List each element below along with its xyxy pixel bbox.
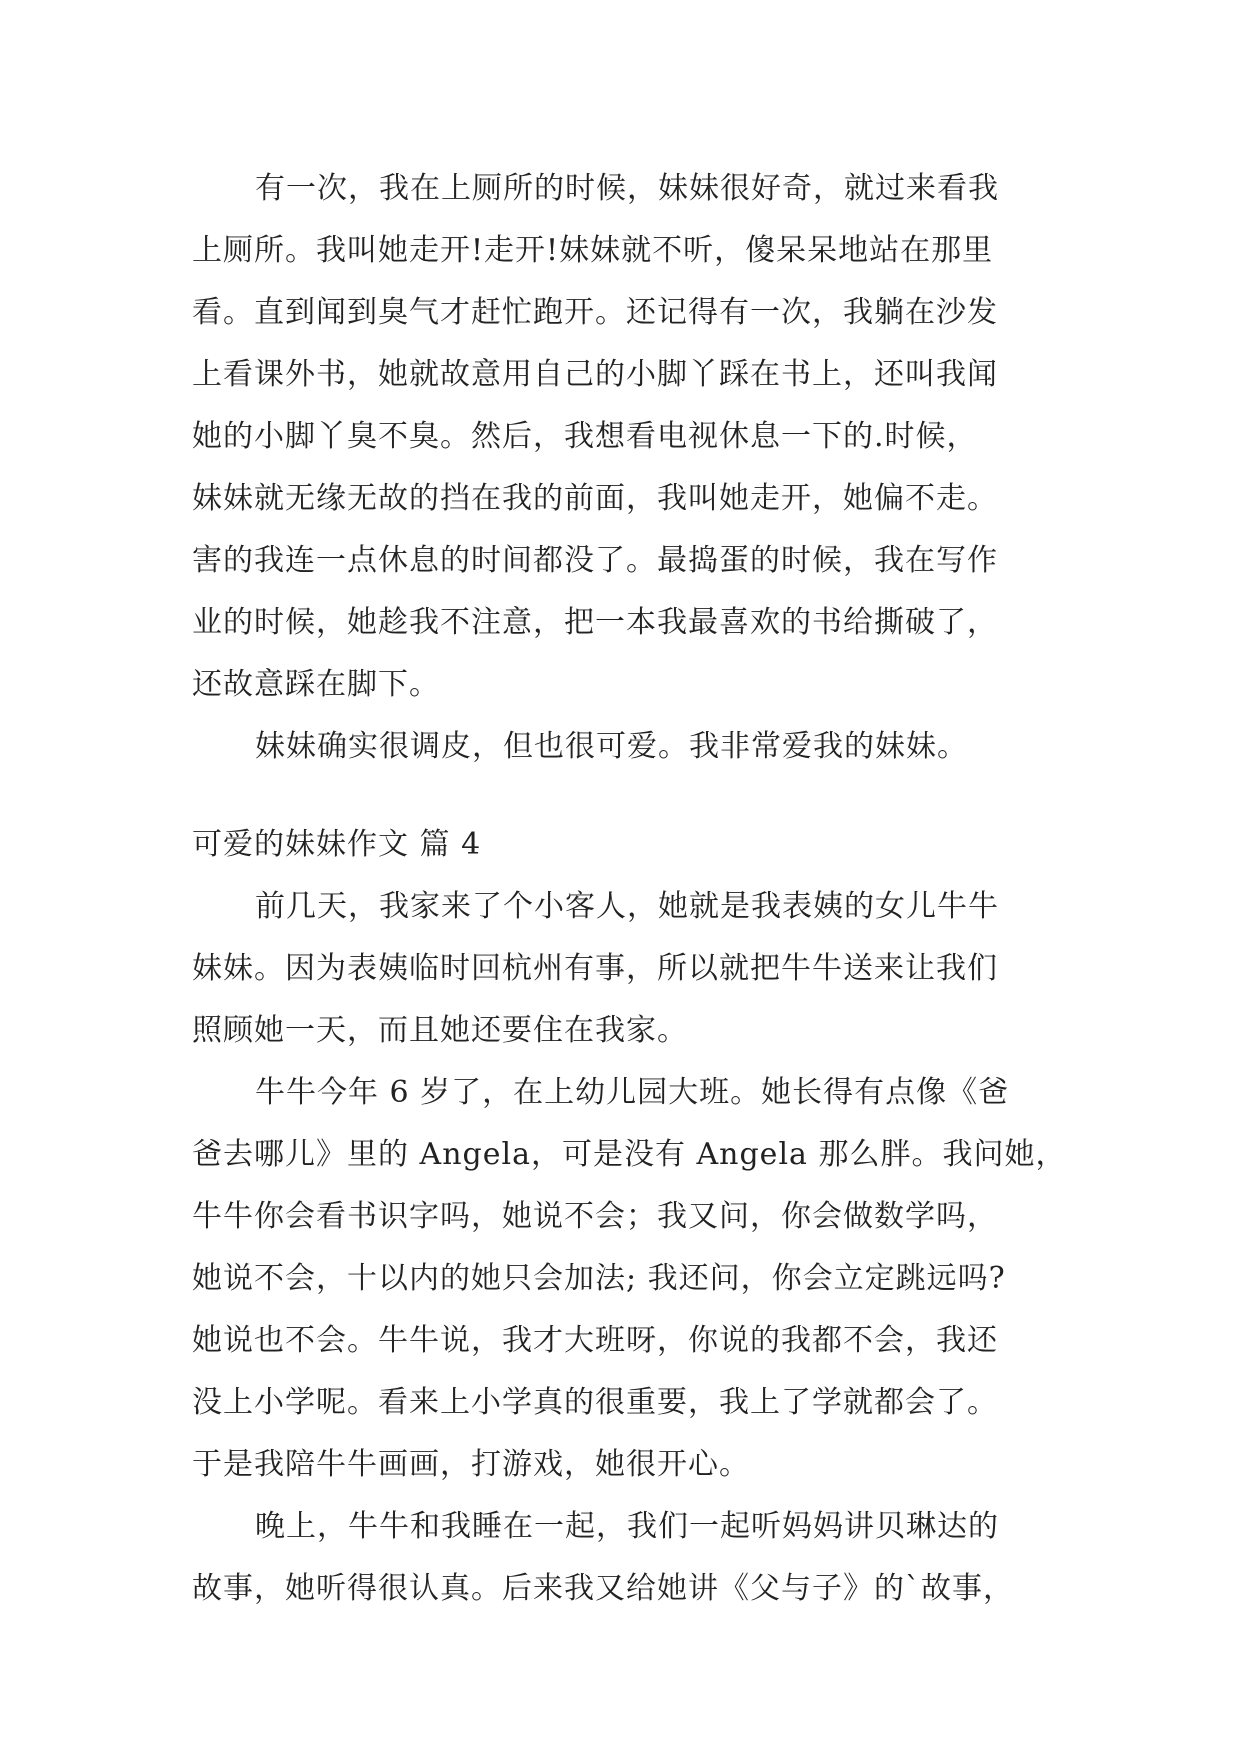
text-line: 上看课外书，她就故意用自己的小脚丫踩在书上，还叫我闻 — [192, 357, 998, 392]
text-line: 业的时候，她趁我不注意，把一本我最喜欢的书给撕破了， — [192, 605, 998, 640]
text-line: 晚上，牛牛和我睡在一起，我们一起听妈妈讲贝琳达的 — [255, 1509, 999, 1544]
text-line: 有一次，我在上厕所的时候，妹妹很好奇，就过来看我 — [255, 171, 999, 206]
text-line: 她说也不会。牛牛说，我才大班呀，你说的我都不会，我还 — [192, 1323, 998, 1358]
paragraph-little-guest — [192, 876, 1072, 1062]
paragraph-conclusion — [192, 716, 1072, 778]
text-line: 还故意踩在脚下。 — [192, 667, 440, 702]
text-line: 牛牛你会看书识字吗，她说不会；我又问，你会做数学吗， — [192, 1199, 998, 1234]
text-line: 害的我连一点休息的时间都没了。最捣蛋的时候，我在写作 — [192, 543, 998, 578]
text-line: 看。直到闻到臭气才赶忙跑开。还记得有一次，我躺在沙发 — [192, 295, 998, 330]
text-line: 上厕所。我叫她走开!走开!妹妹就不听，傻呆呆地站在那里 — [192, 233, 994, 268]
text-line: 前几天，我家来了个小客人，她就是我表姨的女儿牛牛 — [255, 889, 999, 924]
paragraph-niuniu-description — [192, 1062, 1072, 1496]
text-line: 故事，她听得很认真。后来我又给她讲《父与子》的`故事， — [192, 1571, 1014, 1606]
text-line: 她的小脚丫臭不臭。然后，我想看电视休息一下的.时候， — [192, 419, 978, 454]
text-line: 妹妹。因为表姨临时回杭州有事，所以就把牛牛送来让我们 — [192, 951, 998, 986]
text-line: 妹妹确实很调皮，但也很可爱。我非常爱我的妹妹。 — [255, 729, 968, 764]
text-line: 她说不会，十以内的她只会加法; 我还问，你会立定跳远吗? — [192, 1261, 1006, 1296]
text-line: 牛牛今年 6 岁了，在上幼儿园大班。她长得有点像《爸 — [255, 1075, 1010, 1110]
paragraph-bedtime-story — [192, 1496, 1072, 1620]
section-heading: 可爱的妹妹作文 篇 4 — [192, 827, 482, 862]
text-line: 于是我陪牛牛画画，打游戏，她很开心。 — [192, 1447, 750, 1482]
text-line: 爸去哪儿》里的 Angela，可是没有 Angela 那么胖。我问她， — [192, 1137, 1067, 1172]
paragraph-bathroom-story — [192, 158, 1072, 716]
document-page — [192, 158, 1072, 1620]
section-spacer — [192, 778, 1072, 814]
text-line: 没上小学呢。看来上小学真的很重要，我上了学就都会了。 — [192, 1385, 998, 1420]
text-line: 照顾她一天，而且她还要住在我家。 — [192, 1013, 688, 1048]
text-line: 妹妹就无缘无故的挡在我的前面，我叫她走开，她偏不走。 — [192, 481, 998, 516]
